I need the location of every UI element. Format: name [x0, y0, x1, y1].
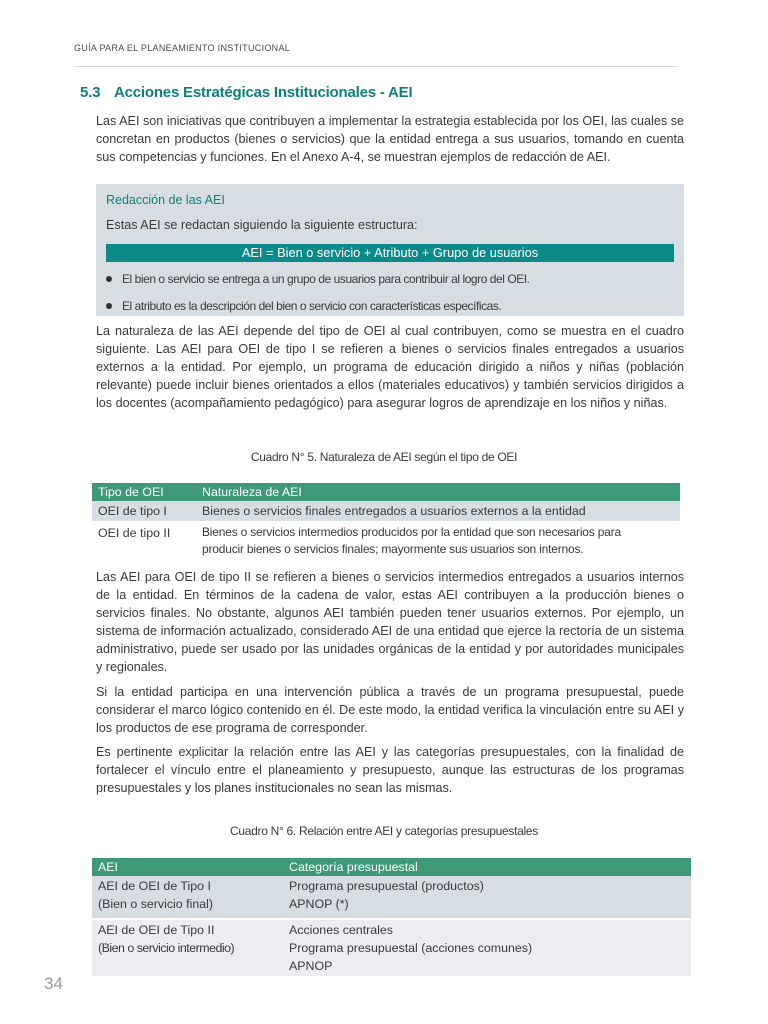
section-title — [80, 84, 412, 101]
aei-writing-box — [96, 184, 684, 316]
box-bullet-1 — [106, 272, 530, 286]
aei-formula-bar: AEI = Bien o servicio + Atributo + Grupo de usuarios — [106, 244, 674, 262]
table-row — [92, 876, 691, 919]
page-number: 34 — [44, 974, 63, 993]
table-cell — [92, 876, 283, 919]
paragraph-naturaleza: La naturaleza de las AEI depende del tipo de OEI al cual contribuyen, como se muestra en el cuadro siguiente. Las AEI para OEI de tipo I se refieren a bienes o servicios finales entregados a usuarios externos a la entidad. Por ejemplo, un programa de educación dirigido a niños y niñas (población relevante) puede incluir bienes orientados a ellos (materiales educativos) y también servicios dirigidos a los docentes (acompañamiento pedagógico) para asegurar logros de aprendizaje en los niños y niñas. — [96, 324, 684, 410]
box-bullet-2 — [106, 299, 501, 313]
table-cell: OEI de tipo I — [92, 501, 196, 522]
table-row — [92, 919, 691, 976]
cell-line: Acciones centrales — [289, 923, 393, 937]
cell-line: (Bien o servicio final) — [98, 897, 214, 911]
table-header-cell: Tipo de OEI — [92, 483, 196, 501]
paragraph-programa: Si la entidad participa en una intervención pública a través de un programa presupuestal, puede considerar el marco lógico contenido en él. De este modo, la entidad verifica la vinculación entre su AEI y los productos de ese programa de corresponder. — [96, 685, 684, 735]
table-row — [92, 522, 680, 559]
cell-line: Programa presupuestal (productos) — [289, 879, 484, 893]
running-header: GUÍA PARA EL PLANEAMIENTO INSTITUCIONAL — [74, 43, 291, 53]
table5 — [92, 483, 680, 559]
table6-caption: Cuadro N° 6. Relación entre AEI y categorías presupuestales — [230, 824, 538, 838]
table-cell — [283, 876, 691, 919]
table-cell: OEI de tipo II — [92, 522, 196, 559]
bullet-dot-icon — [106, 303, 112, 309]
section-number: 5.3 — [80, 84, 101, 101]
cell-line: AEI de OEI de Tipo II — [98, 923, 215, 937]
table-header-cell: Naturaleza de AEI — [196, 483, 680, 501]
table-cell — [92, 919, 283, 976]
table-header-row — [92, 858, 691, 876]
bullet-text: El bien o servicio se entrega a un grupo de usuarios para contribuir al logro del OEI. — [122, 272, 530, 286]
table6 — [92, 858, 691, 976]
bullet-dot-icon — [106, 276, 112, 282]
table-cell — [196, 522, 680, 559]
cell-line: APNOP (*) — [289, 897, 349, 911]
paragraph-intro: Las AEI son iniciativas que contribuyen a implementar la estrategia establecida por los OEI, las cuales se concretan en productos (bienes o servicios) que la entidad entrega a sus usuarios, tomando en cuenta sus competencias y funciones. En el Anexo A-4, se muestran ejemplos de redacción de AEI. — [96, 114, 684, 164]
cell-line: (Bien o servicio intermedio) — [98, 941, 235, 955]
header-divider — [74, 66, 678, 67]
table-cell: Bienes o servicios finales entregados a usuarios externos a la entidad — [196, 501, 680, 522]
paragraph-tipo2: Las AEI para OEI de tipo II se refieren a bienes o servicios intermedios entregados a usuarios internos de la entidad. En términos de la cadena de valor, estas AEI contribuyen a la producción bienes o servicios finales. No obstante, algunos AEI también pueden tener usuarios externos. Por ejemplo, un sistema de información actualizado, considerado AEI de una entidad que ejerce la rectoría de un sistema administrativo, puede ser usado por las unidades orgánicas de la entidad y por autoridades municipales y regionales. — [96, 570, 684, 674]
cell-line: Bienes o servicios intermedios producidos por la entidad que son necesarios para — [202, 525, 621, 539]
table-header-cell: AEI — [92, 858, 283, 876]
section-title-text: Acciones Estratégicas Institucionales - AEI — [114, 84, 413, 101]
table-row — [92, 501, 680, 522]
cell-line: AEI de OEI de Tipo I — [98, 879, 211, 893]
cell-line: producir bienes o servicios finales; mayormente sus usuarios son internos. — [202, 542, 584, 556]
table-header-row — [92, 483, 680, 501]
table-cell — [283, 919, 691, 976]
table-header-cell: Categoría presupuestal — [283, 858, 691, 876]
box-intro: Estas AEI se redactan siguiendo la siguiente estructura: — [106, 218, 418, 232]
cell-line: APNOP — [289, 959, 333, 973]
bullet-text: El atributo es la descripción del bien o servicio con características específicas. — [122, 299, 502, 313]
table5-caption: Cuadro N° 5. Naturaleza de AEI según el tipo de OEI — [250, 450, 518, 464]
cell-line: Programa presupuestal (acciones comunes) — [289, 941, 533, 955]
paragraph-pertinente: Es pertinente explicitar la relación entre las AEI y las categorías presupuestales, con la finalidad de fortalecer el vínculo entre el planeamiento y presupuesto, aunque las estructuras de los programas presupuestales y los planes institucionales no sean las mismas. — [96, 745, 684, 795]
box-title: Redacción de las AEI — [106, 193, 225, 207]
